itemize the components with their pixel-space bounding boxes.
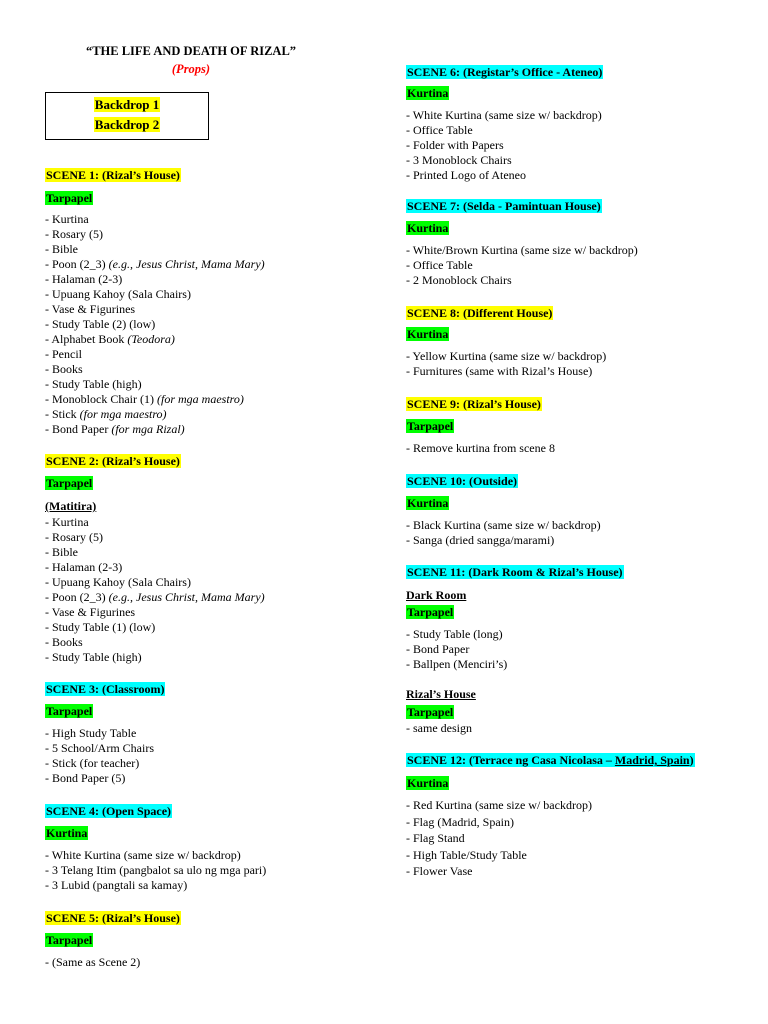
prop-item: - Flag Stand (406, 831, 465, 845)
scene-11-rizals-house-items (406, 721, 472, 736)
scene-2-items (45, 515, 265, 665)
prop-item: - 3 Lubid (pangtali sa kamay) (45, 878, 188, 892)
scene-10-tag: Kurtina (407, 496, 449, 510)
prop-item: - Sanga (dried sangga/marami) (406, 533, 555, 547)
prop-item: - High Study Table (45, 726, 137, 740)
prop-item: - Poon (2_3) (e.g., Jesus Christ, Mama Mary) (45, 257, 265, 271)
prop-item: - White Kurtina (same size w/ backdrop) (45, 848, 241, 862)
prop-item: - Halaman (2-3) (45, 272, 123, 286)
scene-6-heading: SCENE 6: (Registar’s Office - Ateneo) (407, 65, 603, 79)
scene-11-rizals-house-tag: Tarpapel (407, 705, 454, 719)
document-title: “THE LIFE AND DEATH OF RIZAL” (85, 44, 297, 58)
prop-item: - White Kurtina (same size w/ backdrop) (406, 108, 602, 122)
scene-4-items (45, 848, 266, 893)
scene-8-heading: SCENE 8: (Different House) (407, 306, 553, 320)
prop-item: - Vase & Figurines (45, 605, 136, 619)
prop-item: - High Table/Study Table (406, 847, 527, 862)
scene-7-items (406, 243, 638, 288)
prop-item: - Rosary (5) (45, 227, 103, 241)
scene-8-tag: Kurtina (407, 327, 449, 341)
prop-item: - Red Kurtina (same size w/ backdrop) (406, 798, 592, 812)
scene-8-items (406, 349, 606, 379)
scene-3-tag: Tarpapel (46, 704, 93, 718)
scene-11-heading: SCENE 11: (Dark Room & Rizal’s House) (407, 565, 623, 579)
scene-9-heading: SCENE 9: (Rizal’s House) (407, 397, 541, 411)
prop-item: - Bond Paper (406, 642, 470, 656)
prop-item: - Poon (2_3) (e.g., Jesus Christ, Mama Mary) (45, 590, 265, 604)
prop-item: - Books (45, 635, 83, 649)
backdrop-1: Backdrop 1 (94, 97, 160, 112)
prop-item: - Upuang Kahoy (Sala Chairs) (45, 287, 191, 301)
prop-item: - Study Table (high) (45, 377, 142, 391)
prop-item: - 3 Telang Itim (pangbalot sa ulo ng mga pari) (45, 863, 267, 877)
prop-item: - Monoblock Chair (1) (for mga maestro) (45, 392, 244, 406)
prop-item: - Folder with Papers (406, 138, 504, 152)
scene-11-dark-room-items (406, 627, 507, 672)
scene-5-heading: SCENE 5: (Rizal’s House) (46, 911, 180, 925)
scene-9-tag: Tarpapel (407, 419, 454, 433)
scene-2-subheading: (Matitira) (45, 499, 97, 513)
prop-item: - Kurtina (45, 212, 89, 226)
prop-item: - Printed Logo of Ateneo (406, 168, 526, 182)
prop-item: - Kurtina (45, 515, 89, 529)
prop-item: - same design (406, 721, 472, 735)
scene-2-tag: Tarpapel (46, 476, 93, 490)
scene-12-items (406, 798, 592, 881)
document-subtitle: (Props) (171, 62, 211, 76)
prop-item: - Black Kurtina (same size w/ backdrop) (406, 518, 601, 532)
prop-item: - Bond Paper (5) (45, 771, 126, 785)
scene-4-heading: SCENE 4: (Open Space) (46, 804, 172, 818)
scene-12-heading: SCENE 12: (Terrace ng Casa Nicolasa – Madrid, Spain) (407, 753, 694, 767)
prop-item: - Pencil (45, 347, 82, 361)
prop-item: - Bible (45, 242, 78, 256)
scene-4-tag: Kurtina (46, 826, 88, 840)
scene-10-heading: SCENE 10: (Outside) (407, 474, 518, 488)
prop-item: - Books (45, 362, 83, 376)
prop-item: - 2 Monoblock Chairs (406, 273, 512, 287)
prop-item: - Study Table (2) (low) (45, 317, 156, 331)
prop-item: - Furnitures (same with Rizal’s House) (406, 364, 593, 378)
scene-9-items (406, 441, 555, 456)
prop-item: - Bond Paper (for mga Rizal) (45, 422, 185, 436)
prop-item: - Rosary (5) (45, 530, 103, 544)
prop-item: - (Same as Scene 2) (45, 955, 141, 969)
scene-12-tag: Kurtina (407, 776, 449, 790)
prop-item: - Remove kurtina from scene 8 (406, 441, 555, 455)
prop-item: - Flag (Madrid, Spain) (406, 814, 514, 829)
scene-2-heading: SCENE 2: (Rizal’s House) (46, 454, 180, 468)
prop-item: - Office Table (406, 258, 473, 272)
prop-item: - Study Table (1) (low) (45, 620, 156, 634)
scene-1-heading: SCENE 1: (Rizal’s House) (46, 168, 180, 182)
scene-5-items (45, 955, 140, 970)
prop-item: - 5 School/Arm Chairs (45, 741, 154, 755)
scene-11-rizals-house-subheading: Rizal’s House (406, 687, 476, 701)
scene-5-tag: Tarpapel (46, 933, 93, 947)
scene-3-items (45, 726, 154, 786)
prop-item: - Vase & Figurines (45, 302, 136, 316)
backdrop-2: Backdrop 2 (94, 117, 160, 132)
prop-item: - Study Table (high) (45, 650, 142, 664)
scene-11-dark-room-subheading: Dark Room (406, 588, 467, 602)
scene-1-tag: Tarpapel (46, 191, 93, 205)
prop-item: - Office Table (406, 123, 473, 137)
prop-item: - Bible (45, 545, 78, 559)
scene-11-dark-room-tag: Tarpapel (407, 605, 454, 619)
prop-item: - Yellow Kurtina (same size w/ backdrop) (406, 349, 607, 363)
prop-item: - Flower Vase (406, 864, 473, 878)
scene-6-items (406, 108, 602, 183)
scene-3-heading: SCENE 3: (Classroom) (46, 682, 165, 696)
scene-7-tag: Kurtina (407, 221, 449, 235)
scene-7-heading: SCENE 7: (Selda - Pamintuan House) (407, 199, 601, 213)
prop-item: - White/Brown Kurtina (same size w/ backdrop) (406, 243, 638, 257)
prop-item: - Halaman (2-3) (45, 560, 123, 574)
prop-item: - Study Table (long) (406, 627, 503, 641)
prop-item: - Alphabet Book (Teodora) (45, 332, 175, 346)
prop-item: - Stick (for teacher) (45, 756, 140, 770)
prop-item: - Stick (for mga maestro) (45, 407, 167, 421)
prop-item: - Ballpen (Menciri’s) (406, 657, 508, 671)
prop-item: - Upuang Kahoy (Sala Chairs) (45, 575, 191, 589)
scene-10-items (406, 518, 601, 548)
prop-item: - 3 Monoblock Chairs (406, 153, 512, 167)
scene-1-items (45, 212, 265, 437)
scene-6-tag: Kurtina (407, 86, 449, 100)
